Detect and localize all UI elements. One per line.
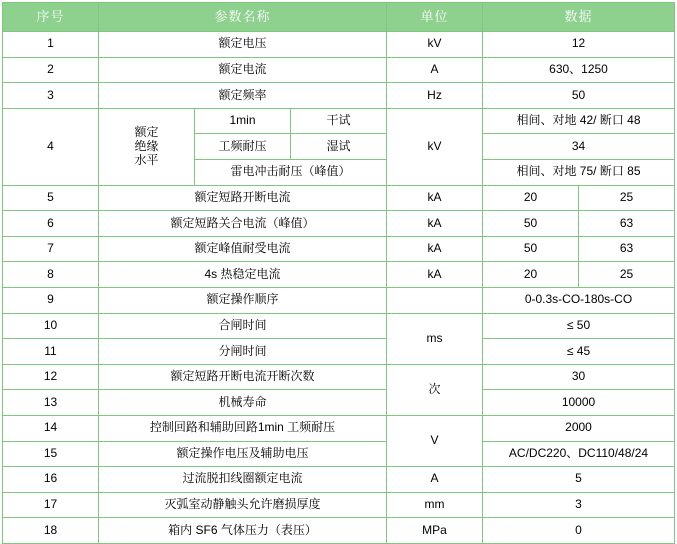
row-data: 12 [483, 32, 675, 58]
row-no: 18 [3, 518, 99, 544]
row-no: 16 [3, 467, 99, 493]
insulation-group-line-3: 水平 [134, 152, 159, 167]
row-param-name: 过流脱扣线圈额定电流 [99, 467, 387, 493]
row-unit: kA [387, 262, 483, 288]
row-unit: A [387, 467, 483, 493]
row-unit: kA [387, 211, 483, 237]
table-row [3, 441, 675, 467]
row-data: 10000 [483, 390, 675, 416]
table-row [3, 287, 675, 313]
row-param-name: 额定操作电压及辅助电压 [99, 441, 387, 467]
row-data-left: 50 [483, 211, 579, 237]
row-data: 0 [483, 518, 675, 544]
row-no: 13 [3, 390, 99, 416]
table-row [3, 492, 675, 518]
row-unit: ms [387, 313, 483, 364]
row-param-name: 额定操作顺序 [99, 287, 387, 313]
table-head [3, 3, 675, 32]
column-header-data: 数据 [483, 3, 675, 32]
column-header-param-name: 参数名称 [99, 3, 387, 32]
row-data: 0-0.3s-CO-180s-CO [483, 287, 675, 313]
row-data: 5 [483, 467, 675, 493]
insulation-dry-test-label: 干试 [291, 108, 387, 134]
column-header-unit: 单位 [387, 3, 483, 32]
row-unit: kA [387, 185, 483, 211]
row-no: 6 [3, 211, 99, 237]
table-row [3, 390, 675, 416]
row-data: ≤ 45 [483, 339, 675, 365]
row-param-name: 分闸时间 [99, 339, 387, 365]
row-data-right: 63 [579, 236, 675, 262]
row-data-right: 25 [579, 262, 675, 288]
table-row [3, 83, 675, 109]
table-row [3, 415, 675, 441]
table-row [3, 364, 675, 390]
table-row [3, 185, 675, 211]
table-row [3, 262, 675, 288]
row-param-name: 额定峰值耐受电流 [99, 236, 387, 262]
row-param-name: 箱内 SF6 气体压力（表压） [99, 518, 387, 544]
row-unit: kV [387, 108, 483, 185]
table-body [3, 32, 675, 544]
row-data-withstand-wet: 34 [483, 134, 675, 160]
row-unit: 次 [387, 364, 483, 415]
row-data-lightning-impulse: 相间、对地 75/ 断口 85 [483, 159, 675, 185]
table-row [3, 467, 675, 493]
row-param-name: 额定电流 [99, 57, 387, 83]
row-param-name: 4s 热稳定电流 [99, 262, 387, 288]
table-row [3, 57, 675, 83]
row-no: 10 [3, 313, 99, 339]
row-unit: A [387, 57, 483, 83]
row-unit: Hz [387, 83, 483, 109]
row-no: 12 [3, 364, 99, 390]
row-param-name: 合闸时间 [99, 313, 387, 339]
table-row [3, 108, 675, 134]
row-data-left: 20 [483, 262, 579, 288]
technical-parameters-table [2, 2, 675, 544]
row-param-name: 额定短路开断电流 [99, 185, 387, 211]
row-no: 11 [3, 339, 99, 365]
table-header-row [3, 3, 675, 32]
insulation-group-label [99, 108, 195, 185]
table-row [3, 313, 675, 339]
row-data: 3 [483, 492, 675, 518]
row-data-right: 63 [579, 211, 675, 237]
row-param-name: 额定短路关合电流（峰值） [99, 211, 387, 237]
row-param-name: 额定频率 [99, 83, 387, 109]
row-data: 50 [483, 83, 675, 109]
row-data: 30 [483, 364, 675, 390]
table-row [3, 32, 675, 58]
row-no: 17 [3, 492, 99, 518]
row-no: 8 [3, 262, 99, 288]
table-row [3, 211, 675, 237]
insulation-group-line-1: 额定 [134, 124, 159, 139]
insulation-group-line-2: 绝缘 [134, 138, 159, 153]
row-no: 3 [3, 83, 99, 109]
row-data: AC/DC220、DC110/48/24 [483, 441, 675, 467]
table-row [3, 518, 675, 544]
row-data-right: 25 [579, 185, 675, 211]
row-no: 7 [3, 236, 99, 262]
row-data-left: 50 [483, 236, 579, 262]
insulation-lightning-impulse-label: 雷电冲击耐压（峰值） [195, 159, 387, 185]
row-unit: mm [387, 492, 483, 518]
row-unit [387, 287, 483, 313]
table-row [3, 236, 675, 262]
row-data-left: 20 [483, 185, 579, 211]
insulation-1min-label: 1min [195, 108, 291, 134]
row-unit: V [387, 415, 483, 466]
row-data: 630、1250 [483, 57, 675, 83]
row-param-name: 额定电压 [99, 32, 387, 58]
row-unit: MPa [387, 518, 483, 544]
row-param-name: 机械寿命 [99, 390, 387, 416]
row-unit: kV [387, 32, 483, 58]
table-row [3, 339, 675, 365]
row-data: ≤ 50 [483, 313, 675, 339]
row-unit: kA [387, 236, 483, 262]
row-data: 2000 [483, 415, 675, 441]
row-no: 15 [3, 441, 99, 467]
column-header-no: 序号 [3, 3, 99, 32]
insulation-power-frequency-label: 工频耐压 [195, 134, 291, 160]
row-no: 9 [3, 287, 99, 313]
row-no: 1 [3, 32, 99, 58]
row-data-withstand-dry: 相间、对地 42/ 断口 48 [483, 108, 675, 134]
insulation-wet-test-label: 湿试 [291, 134, 387, 160]
row-no: 2 [3, 57, 99, 83]
row-no: 14 [3, 415, 99, 441]
row-no: 4 [3, 108, 99, 185]
spec-table-page [0, 2, 677, 537]
row-param-name: 额定短路开断电流开断次数 [99, 364, 387, 390]
row-no: 5 [3, 185, 99, 211]
row-param-name: 控制回路和辅助回路1min 工频耐压 [99, 415, 387, 441]
row-param-name: 灭弧室动静触头允许磨损厚度 [99, 492, 387, 518]
